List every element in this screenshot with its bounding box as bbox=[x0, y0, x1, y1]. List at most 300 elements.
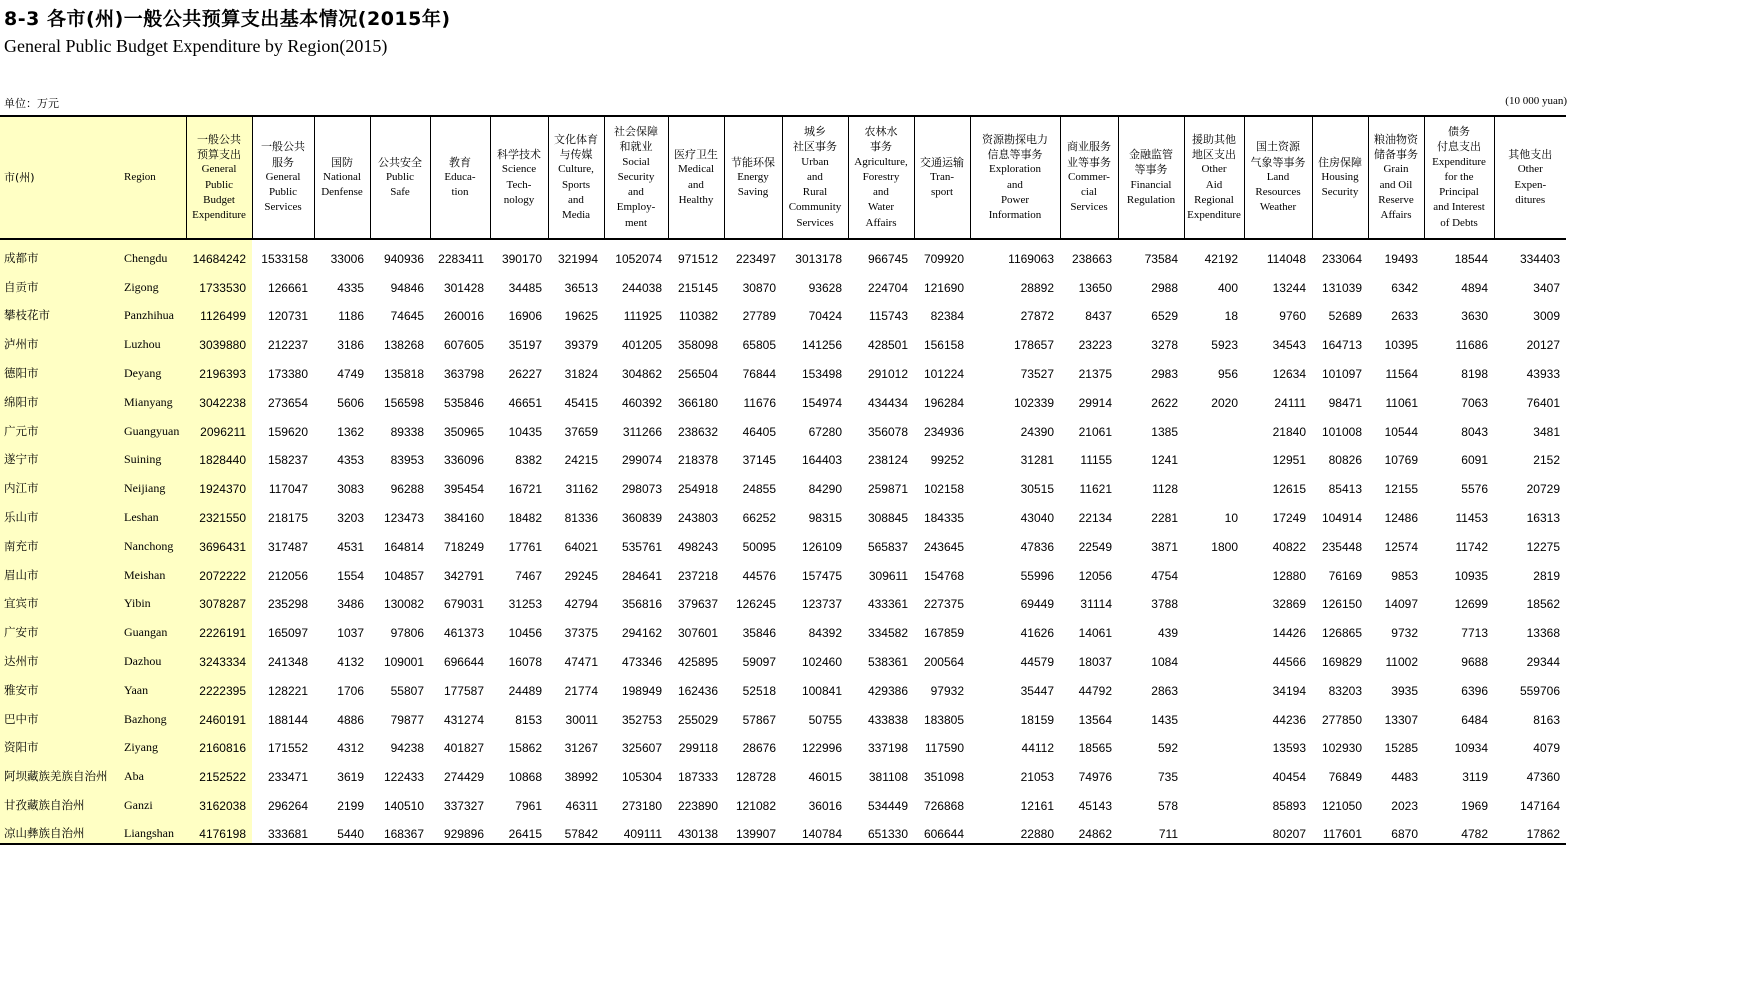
table-cell: 2863 bbox=[1151, 683, 1178, 698]
table-cell: 97806 bbox=[390, 626, 424, 641]
table-cell: 76844 bbox=[742, 366, 776, 381]
column-header-en: Urban and Rural Community Services bbox=[788, 155, 842, 229]
region-name-cn: 宜宾市 bbox=[0, 585, 118, 614]
table-cell: 121690 bbox=[923, 280, 964, 295]
table-cell: 15285 bbox=[1384, 741, 1418, 756]
table-header-row bbox=[0, 116, 1566, 239]
table-cell: 98471 bbox=[1328, 395, 1362, 410]
table-cell: 4894 bbox=[1461, 280, 1488, 295]
table-cell: 12275 bbox=[1526, 539, 1560, 554]
table-cell: 473346 bbox=[621, 654, 662, 669]
table-cell: 162436 bbox=[677, 683, 718, 698]
table-cell: 8043 bbox=[1461, 424, 1488, 439]
region-name-en: Suining bbox=[118, 441, 186, 470]
region-name-en: Luzhou bbox=[118, 325, 186, 354]
table-cell: 83203 bbox=[1328, 683, 1362, 698]
table-cell: 10456 bbox=[508, 626, 542, 641]
table-cell bbox=[1184, 412, 1244, 441]
table-cell: 2020 bbox=[1211, 395, 1238, 410]
table-cell: 117601 bbox=[1312, 815, 1368, 844]
table-cell: 6484 bbox=[1461, 712, 1488, 727]
table-cell: 50095 bbox=[742, 539, 776, 554]
table-cell: 35447 bbox=[1020, 683, 1054, 698]
table-cell: 123473 bbox=[383, 510, 424, 525]
table-cell bbox=[1184, 729, 1244, 758]
table-cell: 126865 bbox=[1321, 626, 1362, 641]
table-cell: 4749 bbox=[337, 366, 364, 381]
table-cell: 709920 bbox=[923, 251, 964, 266]
column-header-8 bbox=[548, 116, 604, 239]
table-cell: 94846 bbox=[390, 280, 424, 295]
table-row bbox=[0, 354, 1566, 383]
table-cell: 607605 bbox=[443, 338, 484, 353]
table-cell: 696644 bbox=[443, 654, 484, 669]
table-cell: 3619 bbox=[337, 770, 364, 785]
table-cell: 47471 bbox=[564, 654, 598, 669]
table-cell: 1084 bbox=[1151, 654, 1178, 669]
table-cell: 8163 bbox=[1533, 712, 1560, 727]
region-name-en: Guangan bbox=[118, 613, 186, 642]
table-cell: 10934 bbox=[1454, 741, 1488, 756]
table-cell: 120731 bbox=[267, 309, 308, 324]
region-name-en: Chengdu bbox=[118, 239, 186, 268]
table-cell: 2283411 bbox=[438, 251, 484, 266]
table-cell: 126661 bbox=[267, 280, 308, 295]
table-cell: 13650 bbox=[1078, 280, 1112, 295]
column-header-en: Other Expen- ditures bbox=[1514, 163, 1547, 206]
table-cell: 1128 bbox=[1152, 482, 1178, 497]
table-cell: 59097 bbox=[742, 654, 776, 669]
table-cell: 260016 bbox=[443, 309, 484, 324]
column-header-cn-line: 市(州) bbox=[4, 170, 35, 184]
column-header-23 bbox=[1494, 116, 1566, 239]
table-cell: 102930 bbox=[1321, 741, 1362, 756]
table-cell: 23223 bbox=[1078, 338, 1112, 353]
table-cell: 10868 bbox=[508, 770, 542, 785]
table-cell: 3186 bbox=[337, 338, 364, 353]
table-cell: 401827 bbox=[443, 741, 484, 756]
column-header-en: Tran- sport bbox=[929, 170, 955, 199]
table-cell: 13593 bbox=[1272, 741, 1306, 756]
table-cell: 46651 bbox=[508, 395, 542, 410]
table-cell: 2072222 bbox=[186, 556, 252, 585]
region-name-en: Liangshan bbox=[118, 815, 186, 844]
table-cell: 1828440 bbox=[186, 441, 252, 470]
table-cell: 294162 bbox=[621, 626, 662, 641]
table-cell: 31114 bbox=[1080, 597, 1112, 612]
table-cell: 2633 bbox=[1391, 309, 1418, 324]
table-cell: 37659 bbox=[564, 424, 598, 439]
region-name-cn: 眉山市 bbox=[0, 556, 118, 585]
table-cell: 24489 bbox=[508, 683, 542, 698]
table-cell: 259871 bbox=[867, 482, 908, 497]
column-header-22 bbox=[1424, 116, 1494, 239]
table-cell: 12880 bbox=[1272, 568, 1306, 583]
table-row bbox=[0, 556, 1566, 585]
table-cell: 2988 bbox=[1151, 280, 1178, 295]
table-cell: 277850 bbox=[1321, 712, 1362, 727]
table-cell: 130082 bbox=[383, 597, 424, 612]
unit-label-chinese: 单位：万元 bbox=[4, 97, 59, 110]
column-header-en: Science Tech- nology bbox=[501, 163, 537, 206]
page-title-chinese: 8-3 各市(州)一般公共预算支出基本情况(2015年) bbox=[4, 8, 451, 30]
table-cell: 1241 bbox=[1151, 453, 1178, 468]
table-cell: 177587 bbox=[443, 683, 484, 698]
table-cell: 12951 bbox=[1272, 453, 1306, 468]
table-cell: 238632 bbox=[677, 424, 718, 439]
table-cell: 966745 bbox=[867, 251, 908, 266]
table-cell: 29344 bbox=[1526, 654, 1560, 669]
table-cell: 321994 bbox=[557, 251, 598, 266]
region-name-cn: 遂宁市 bbox=[0, 441, 118, 470]
table-cell: 44579 bbox=[1020, 654, 1054, 669]
table-cell: 96288 bbox=[390, 482, 424, 497]
table-cell: 1052074 bbox=[615, 251, 662, 266]
region-name-cn: 德阳市 bbox=[0, 354, 118, 383]
table-cell: 31824 bbox=[564, 366, 598, 381]
table-cell: 30011 bbox=[565, 712, 598, 727]
table-cell: 159620 bbox=[267, 424, 308, 439]
table-cell: 3788 bbox=[1151, 597, 1178, 612]
table-cell: 4483 bbox=[1391, 770, 1418, 785]
region-name-en: Leshan bbox=[118, 498, 186, 527]
table-cell: 4079 bbox=[1533, 741, 1560, 756]
column-header-en: Educa- tion bbox=[444, 170, 476, 199]
table-cell: 351098 bbox=[923, 770, 964, 785]
table-row bbox=[0, 700, 1566, 729]
table-cell: 940936 bbox=[383, 251, 424, 266]
table-cell: 433361 bbox=[867, 597, 908, 612]
table-cell: 9732 bbox=[1391, 626, 1418, 641]
table-cell: 1969 bbox=[1461, 798, 1488, 813]
table-cell: 24862 bbox=[1060, 815, 1118, 844]
column-header-17 bbox=[1118, 116, 1184, 239]
table-cell bbox=[1184, 556, 1244, 585]
column-header-cn-line: 金融监管 bbox=[1129, 147, 1173, 161]
table-cell: 3407 bbox=[1533, 280, 1560, 295]
table-cell: 20729 bbox=[1526, 482, 1560, 497]
table-cell: 164713 bbox=[1321, 338, 1362, 353]
table-cell: 1186 bbox=[338, 309, 364, 324]
table-cell: 363798 bbox=[443, 366, 484, 381]
table-cell: 10395 bbox=[1384, 338, 1418, 353]
table-cell: 164403 bbox=[801, 453, 842, 468]
table-cell: 111925 bbox=[623, 309, 662, 324]
table-cell: 2819 bbox=[1533, 568, 1560, 583]
table-cell: 79877 bbox=[390, 712, 424, 727]
table-cell: 434434 bbox=[867, 395, 908, 410]
table-cell: 35846 bbox=[742, 626, 776, 641]
table-cell: 69449 bbox=[1020, 597, 1054, 612]
table-cell: 183805 bbox=[923, 712, 964, 727]
table-cell: 3083 bbox=[337, 482, 364, 497]
table-cell: 9760 bbox=[1279, 309, 1306, 324]
table-cell: 1362 bbox=[337, 424, 364, 439]
region-name-en: Ganzi bbox=[118, 786, 186, 815]
table-cell: 334403 bbox=[1519, 251, 1560, 266]
table-cell: 7467 bbox=[515, 568, 542, 583]
table-cell: 44566 bbox=[1272, 654, 1306, 669]
table-cell: 4335 bbox=[337, 280, 364, 295]
region-name-cn: 南充市 bbox=[0, 527, 118, 556]
table-cell: 99252 bbox=[930, 453, 964, 468]
column-header-cn-line: 等事务 bbox=[1134, 163, 1168, 177]
table-cell: 13564 bbox=[1078, 712, 1112, 727]
table-cell: 3119 bbox=[1462, 770, 1488, 785]
region-name-cn: 乐山市 bbox=[0, 498, 118, 527]
column-header-cn-line: 服务 bbox=[272, 155, 294, 169]
column-header-en: Medical and Healthy bbox=[677, 163, 715, 206]
table-cell: 196284 bbox=[923, 395, 964, 410]
table-cell bbox=[1184, 585, 1244, 614]
table-cell: 82384 bbox=[930, 309, 964, 324]
column-header-en: General Public Budget Expenditure bbox=[192, 163, 246, 222]
table-cell: 114048 bbox=[1266, 251, 1306, 266]
table-cell: 243645 bbox=[923, 539, 964, 554]
region-name-en: Aba bbox=[118, 757, 186, 786]
table-cell: 38992 bbox=[564, 770, 598, 785]
region-name-en: Zigong bbox=[118, 268, 186, 297]
table-cell: 3162038 bbox=[186, 786, 252, 815]
table-cell: 34194 bbox=[1272, 683, 1306, 698]
table-cell: 10435 bbox=[508, 424, 542, 439]
table-cell: 102158 bbox=[923, 482, 964, 497]
table-cell: 212056 bbox=[267, 568, 308, 583]
table-cell: 21375 bbox=[1078, 366, 1112, 381]
table-cell: 238663 bbox=[1071, 251, 1112, 266]
table-cell: 535761 bbox=[621, 539, 662, 554]
table-row bbox=[0, 786, 1566, 815]
table-cell: 235298 bbox=[267, 597, 308, 612]
column-header-20 bbox=[1312, 116, 1368, 239]
table-cell: 11676 bbox=[743, 395, 776, 410]
column-header-cn-line: 地区支出 bbox=[1192, 147, 1236, 161]
table-cell: 19493 bbox=[1384, 251, 1418, 266]
table-cell: 198949 bbox=[621, 683, 662, 698]
table-cell: 11742 bbox=[1455, 539, 1488, 554]
table-cell: 233471 bbox=[267, 770, 308, 785]
table-cell: 360839 bbox=[621, 510, 662, 525]
table-cell: 102460 bbox=[801, 654, 842, 669]
table-cell: 74976 bbox=[1078, 770, 1112, 785]
table-cell: 10935 bbox=[1454, 568, 1488, 583]
table-cell: 156158 bbox=[923, 338, 964, 353]
table-cell: 93628 bbox=[808, 280, 842, 295]
table-cell: 606644 bbox=[914, 815, 970, 844]
table-cell: 12486 bbox=[1384, 510, 1418, 525]
table-cell: 26415 bbox=[490, 815, 548, 844]
column-header-en: Exploration and Power Information bbox=[988, 163, 1042, 222]
table-cell: 67280 bbox=[808, 424, 842, 439]
table-cell: 12574 bbox=[1384, 539, 1418, 554]
table-cell: 135818 bbox=[383, 366, 424, 381]
table-cell: 223497 bbox=[735, 251, 776, 266]
region-name-en: Ziyang bbox=[118, 729, 186, 758]
table-cell: 34485 bbox=[508, 280, 542, 295]
table-cell: 80207 bbox=[1244, 815, 1312, 844]
unit-label-english: (10 000 yuan) bbox=[1505, 95, 1567, 107]
table-cell: 14097 bbox=[1384, 597, 1418, 612]
table-cell: 956 bbox=[1217, 366, 1238, 381]
column-header-cn-line: 教育 bbox=[449, 155, 471, 169]
table-cell: 44236 bbox=[1272, 712, 1306, 727]
table-row bbox=[0, 325, 1566, 354]
table-cell: 2983 bbox=[1151, 366, 1178, 381]
table-cell: 115743 bbox=[868, 309, 908, 324]
region-name-cn: 广安市 bbox=[0, 613, 118, 642]
region-name-en: Mianyang bbox=[118, 383, 186, 412]
table-cell: 19625 bbox=[564, 309, 598, 324]
table-cell: 139907 bbox=[724, 815, 782, 844]
table-cell: 13368 bbox=[1526, 626, 1560, 641]
table-cell: 9688 bbox=[1461, 654, 1488, 669]
table-cell: 1435 bbox=[1151, 712, 1178, 727]
table-cell: 26227 bbox=[508, 366, 542, 381]
table-cell: 110382 bbox=[678, 309, 718, 324]
table-cell: 333681 bbox=[252, 815, 314, 844]
table-cell: 34543 bbox=[1272, 338, 1306, 353]
column-header-cn-line: 资源勘探电力 bbox=[982, 132, 1048, 146]
table-cell: 8382 bbox=[515, 453, 542, 468]
table-cell: 2460191 bbox=[186, 700, 252, 729]
table-cell: 8437 bbox=[1085, 309, 1112, 324]
table-cell: 17862 bbox=[1494, 815, 1566, 844]
table-cell: 70424 bbox=[808, 309, 842, 324]
table-cell: 352753 bbox=[621, 712, 662, 727]
table-cell: 76849 bbox=[1328, 770, 1362, 785]
column-header-0 bbox=[0, 116, 118, 239]
table-cell: 52518 bbox=[742, 683, 776, 698]
table-cell: 3871 bbox=[1151, 539, 1178, 554]
table-cell: 85413 bbox=[1328, 482, 1362, 497]
table-cell: 121082 bbox=[735, 798, 776, 813]
column-header-en: Commer- cial Services bbox=[1068, 170, 1110, 214]
table-cell: 6870 bbox=[1368, 815, 1424, 844]
table-cell: 169829 bbox=[1321, 654, 1362, 669]
table-cell bbox=[1184, 642, 1244, 671]
column-header-cn-line: 商业服务 bbox=[1067, 140, 1111, 154]
table-cell: 165097 bbox=[267, 626, 308, 641]
table-cell: 1385 bbox=[1151, 424, 1178, 439]
column-header-en: Social Security and Employ- ment bbox=[616, 155, 656, 229]
table-cell: 5606 bbox=[337, 395, 364, 410]
table-cell: 18159 bbox=[1020, 712, 1054, 727]
column-header-16 bbox=[1060, 116, 1118, 239]
table-cell: 3013178 bbox=[795, 251, 842, 266]
table-cell: 171552 bbox=[267, 741, 308, 756]
column-header-cn-line: 预算支出 bbox=[197, 147, 241, 161]
table-cell: 168367 bbox=[370, 815, 430, 844]
table-cell: 7713 bbox=[1461, 626, 1488, 641]
table-cell: 227375 bbox=[923, 597, 964, 612]
table-cell: 311266 bbox=[622, 424, 662, 439]
column-header-7 bbox=[490, 116, 548, 239]
region-name-cn: 凉山彝族自治州 bbox=[0, 815, 118, 844]
table-cell: 65805 bbox=[742, 338, 776, 353]
table-cell: 156598 bbox=[383, 395, 424, 410]
table-cell: 565837 bbox=[867, 539, 908, 554]
table-cell: 11002 bbox=[1385, 654, 1418, 669]
table-cell: 57867 bbox=[742, 712, 776, 727]
table-cell: 578 bbox=[1157, 798, 1178, 813]
table-cell: 200564 bbox=[923, 654, 964, 669]
table-cell: 102339 bbox=[1013, 395, 1054, 410]
table-cell: 401205 bbox=[621, 338, 662, 353]
column-header-cn-line: 医疗卫生 bbox=[674, 147, 718, 161]
region-name-en: Yibin bbox=[118, 585, 186, 614]
table-cell: 2226191 bbox=[186, 613, 252, 642]
table-cell: 15862 bbox=[508, 741, 542, 756]
table-cell: 44112 bbox=[1021, 741, 1054, 756]
table-cell: 154974 bbox=[801, 395, 842, 410]
table-cell: 325607 bbox=[621, 741, 662, 756]
table-cell: 20127 bbox=[1526, 338, 1560, 353]
table-cell: 461373 bbox=[443, 626, 484, 641]
region-name-en: Panzhihua bbox=[118, 297, 186, 326]
table-cell: 431274 bbox=[443, 712, 484, 727]
table-cell: 126245 bbox=[735, 597, 776, 612]
table-cell: 4754 bbox=[1151, 568, 1178, 583]
table-cell bbox=[1184, 700, 1244, 729]
table-cell: 31267 bbox=[564, 741, 598, 756]
table-cell: 74645 bbox=[390, 309, 424, 324]
table-cell: 317487 bbox=[267, 539, 308, 554]
table-cell: 11453 bbox=[1455, 510, 1488, 525]
table-row bbox=[0, 642, 1566, 671]
table-cell: 18 bbox=[1224, 309, 1238, 324]
table-cell: 428501 bbox=[867, 338, 908, 353]
column-header-cn-line: 交通运输 bbox=[920, 155, 964, 169]
table-cell: 299074 bbox=[621, 453, 662, 468]
table-cell: 215145 bbox=[677, 280, 718, 295]
table-cell: 39379 bbox=[564, 338, 598, 353]
table-cell: 154768 bbox=[923, 568, 964, 583]
table-cell: 40454 bbox=[1272, 770, 1306, 785]
table-cell: 2096211 bbox=[186, 412, 252, 441]
table-cell: 28892 bbox=[1020, 280, 1054, 295]
table-cell: 5440 bbox=[314, 815, 370, 844]
table-cell: 84392 bbox=[808, 626, 842, 641]
column-header-21 bbox=[1368, 116, 1424, 239]
table-cell: 2196393 bbox=[186, 354, 252, 383]
table-cell: 24111 bbox=[1274, 395, 1306, 410]
table-cell: 22880 bbox=[970, 815, 1060, 844]
table-cell: 2160816 bbox=[186, 729, 252, 758]
region-name-cn: 甘孜藏族自治州 bbox=[0, 786, 118, 815]
column-header-4 bbox=[314, 116, 370, 239]
column-header-10 bbox=[668, 116, 724, 239]
table-cell: 3278 bbox=[1151, 338, 1178, 353]
table-cell: 101097 bbox=[1321, 366, 1362, 381]
region-name-cn: 绵阳市 bbox=[0, 383, 118, 412]
region-name-en: Meishan bbox=[118, 556, 186, 585]
table-cell: 141256 bbox=[801, 338, 842, 353]
table-cell: 433838 bbox=[867, 712, 908, 727]
table-cell: 50755 bbox=[808, 712, 842, 727]
table-cell: 121050 bbox=[1321, 798, 1362, 813]
table-cell: 307601 bbox=[677, 626, 718, 641]
table-cell: 3039880 bbox=[186, 325, 252, 354]
table-cell: 18037 bbox=[1078, 654, 1112, 669]
table-cell: 336096 bbox=[443, 453, 484, 468]
table-cell: 2023 bbox=[1391, 798, 1418, 813]
column-header-19 bbox=[1244, 116, 1312, 239]
table-cell: 36513 bbox=[564, 280, 598, 295]
table-cell: 187333 bbox=[677, 770, 718, 785]
table-cell: 18565 bbox=[1078, 741, 1112, 756]
table-cell: 400 bbox=[1217, 280, 1238, 295]
table-cell: 167859 bbox=[923, 626, 964, 641]
